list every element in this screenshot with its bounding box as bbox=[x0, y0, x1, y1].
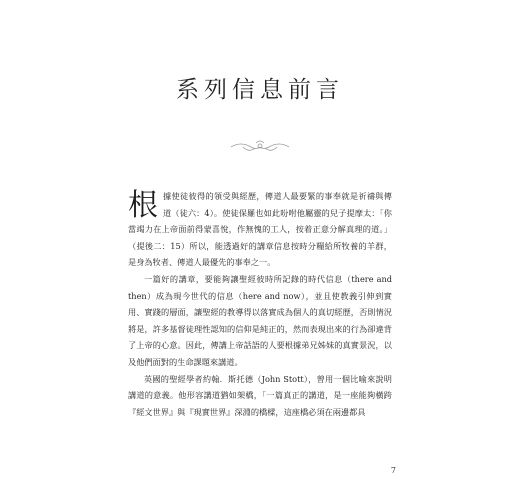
paragraph-1-text-b: 。」（提後二：15）所以，能透過好的講章信息按時分糧給所牧養的羊群，是身為牧者、傳道人最優先的事奉之一。 bbox=[128, 224, 392, 268]
page-number: 7 bbox=[390, 466, 396, 475]
paragraph-1 bbox=[128, 188, 392, 271]
flourish-ornament bbox=[229, 138, 291, 156]
page-title: 系列信息前言 bbox=[176, 77, 344, 103]
paragraph-3: 英國的聖經學者約翰．斯托德（John Stott），曾用一個比喻來說明講道的意義。他形容講道猶如架橋，「一篇真正的講道，是一座能夠橫跨『經文世界』與『現實世界』深淵的橋樑，這座橋必須在兩邊都具 bbox=[128, 373, 392, 417]
paragraph-1-text-a: 據使徒彼得的領受與經歷，傳道人最要緊的事奉就是祈禱與傳道（徒六：4）。使徒保羅也如此吩咐他屬靈的兒子提摩太：「 bbox=[163, 191, 392, 218]
drop-cap: 根 bbox=[128, 188, 158, 223]
scripture-quote: 你當竭力在上帝面前得蒙喜悅，作無愧的工人，按着正意分解真理的道 bbox=[128, 207, 392, 235]
paragraph-2: 一篇好的講章，要能夠讓聖經彼時所記錄的時代信息（there and then）成為現今世代的信息（here and now），並且使教義引伸到實用、實踐的層面，讓聖經的教導得以落實成為個人的真切經歷，否則情況將是，許多基督徒理性認知的信仰是純正的，然而表現出來的行為卻違背了上帝的心意。因此，傳講上帝話語的人要根據弟兄姊妹的真實景況，以及他們面對的生命課題來講道。 bbox=[128, 273, 392, 367]
body-text bbox=[128, 188, 392, 420]
